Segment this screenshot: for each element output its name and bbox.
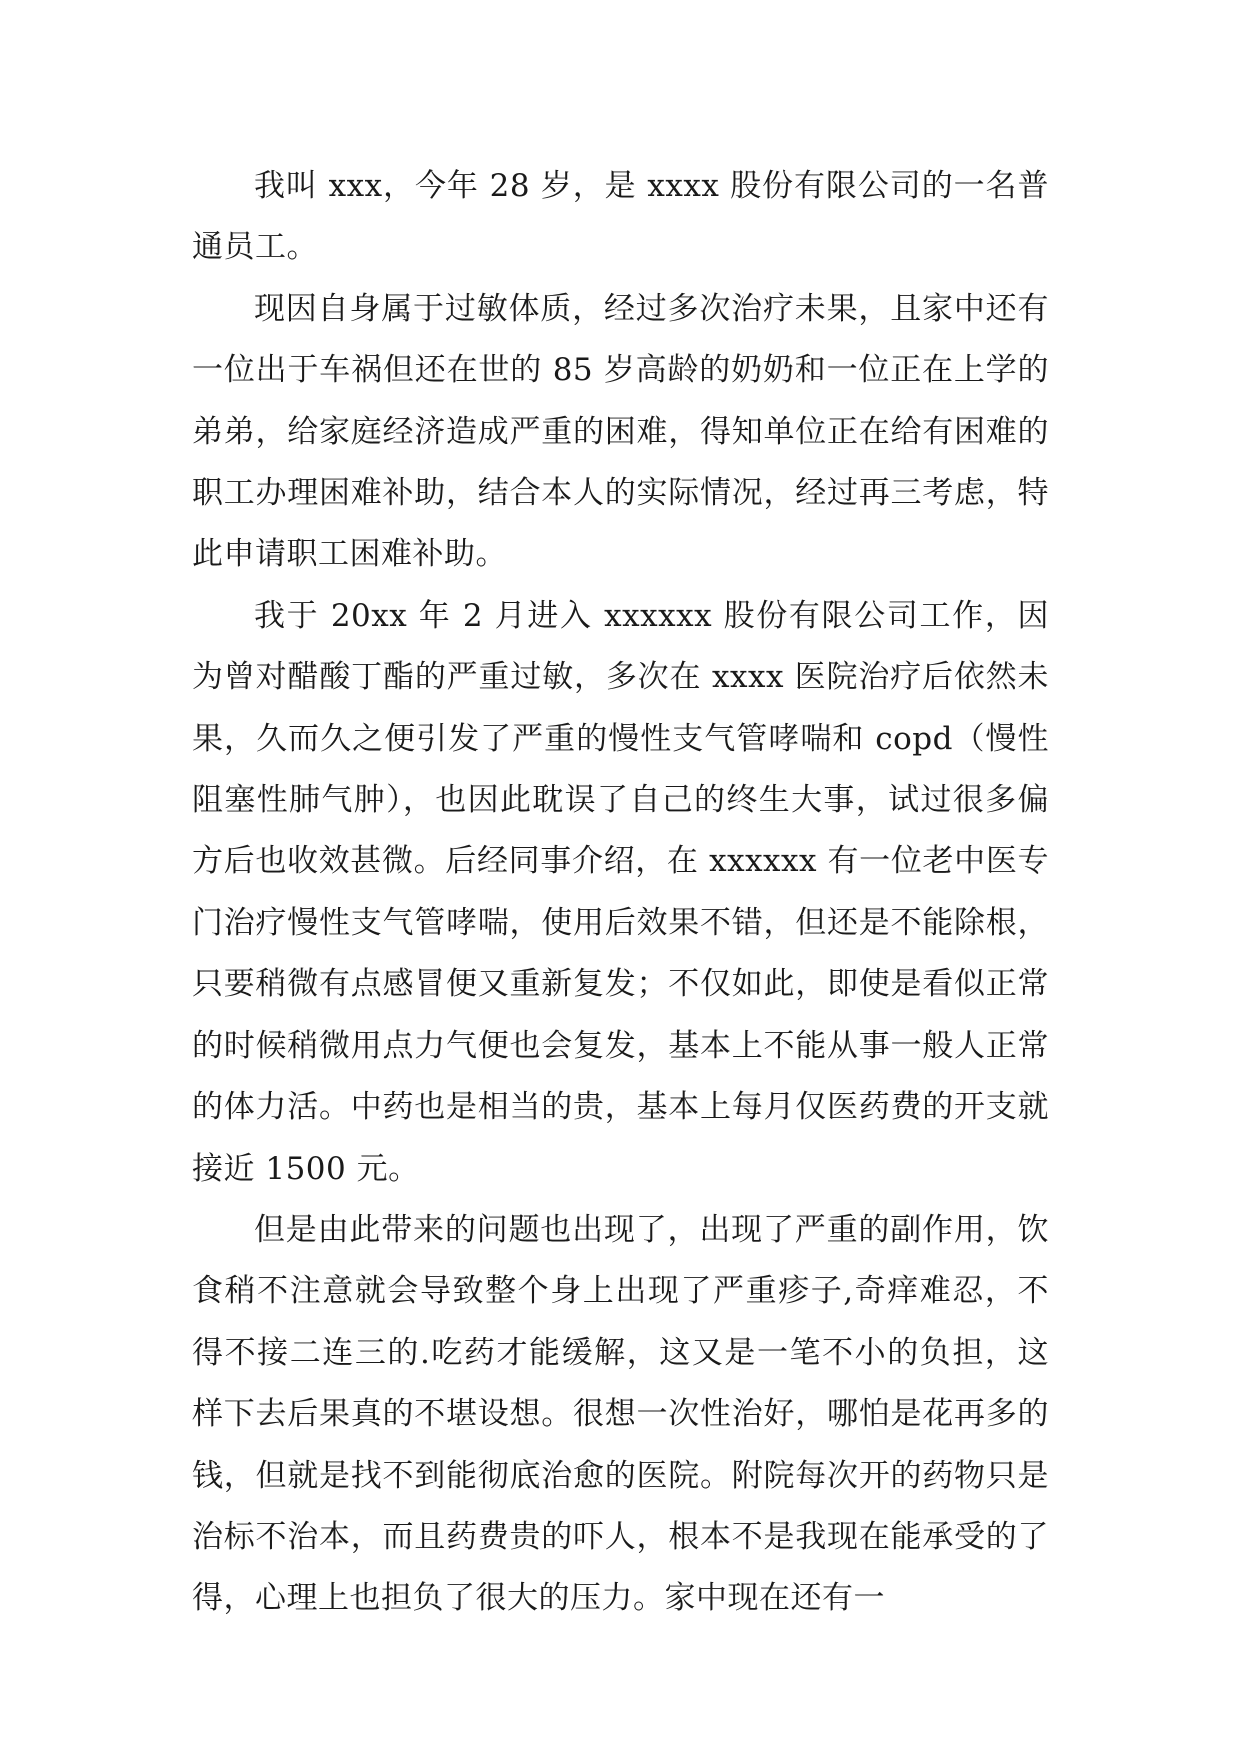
paragraph-application-reason: 现因自身属于过敏体质，经过多次治疗未果，且家中还有一位出于车祸但还在世的 85 岁高龄的奶奶和一位正在上学的弟弟，给家庭经济造成严重的困难，得知单位正在给有困难的职工办理困难补助，结合本人的实际情况，经过再三考虑，特此申请职工困难补助。: [192, 290, 1049, 573]
paragraph-side-effects: 但是由此带来的问题也出现了，出现了严重的副作用，饮食稍不注意就会导致整个身上出现了严重疹子,奇痒难忍，不得不接二连三的.吃药才能缓解，这又是一笔不小的负担，这样下去后果真的不堪设想。很想一次性治好，哪怕是花再多的钱，但就是找不到能彻底治愈的医院。附院每次开的药物只是治标不治本，而且药费贵的吓人，根本不是我现在能承受的了得，心理上也担负了很大的压力。家中现在还有一: [192, 1211, 1049, 1617]
paragraph-introduction: 我叫 xxx，今年 28 岁，是 xxxx 股份有限公司的一名普通员工。: [192, 168, 1049, 266]
paragraph-medical-history: 我于 20xx 年 2 月进入 xxxxxx 股份有限公司工作，因为曾对醋酸丁酯的严重过敏，多次在 xxxx 医院治疗后依然未果，久而久之便引发了严重的慢性支气管哮喘和 copd（慢性阻塞性肺气肿），也因此耽误了自己的终生大事，试过很多偏方后也收效甚微。后经同事介绍，在 xxxxxx 有一位老中医专门治疗慢性支气管哮喘，使用后效果不错，但还是不能除根，只要稍微有点感冒便又重新复发；不仅如此，即使是看似正常的时候稍微用点力气便也会复发，基本上不能从事一般人正常的体力活。中药也是相当的贵，基本上每月仅医药费的开支就接近 1500 元。: [192, 597, 1049, 1187]
document-body: [192, 156, 1049, 1630]
